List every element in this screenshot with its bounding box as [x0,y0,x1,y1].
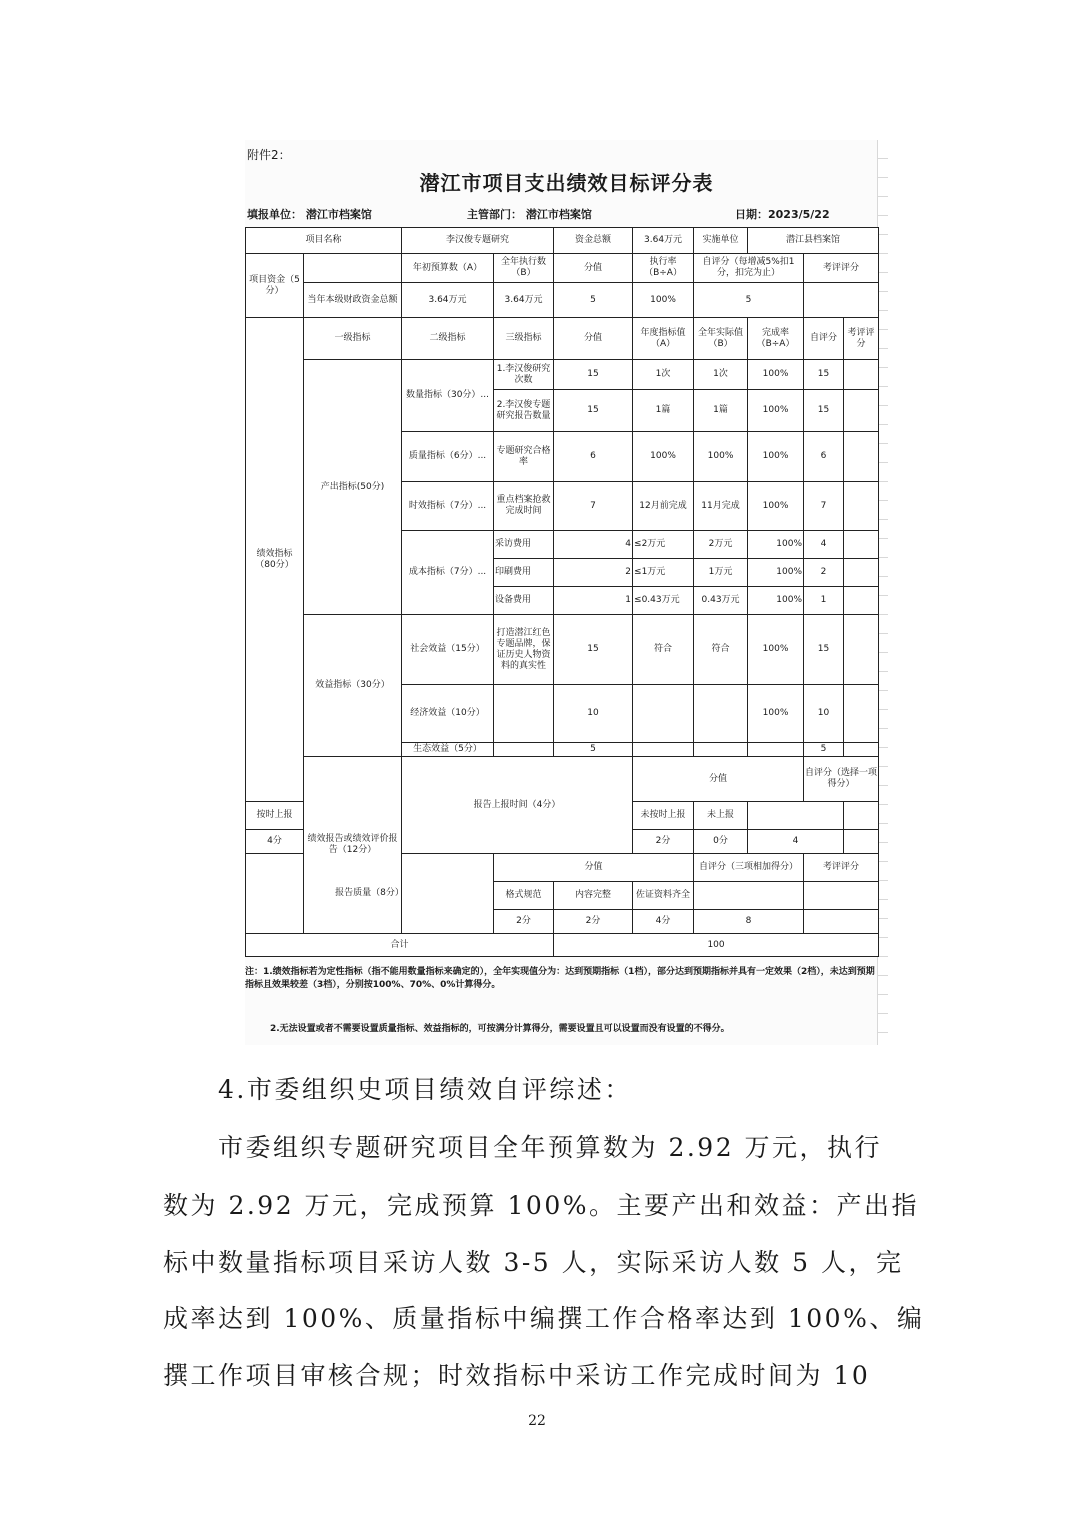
table-cell [844,802,879,830]
table-cell: 三级指标 [494,318,554,360]
table-cell [844,390,879,432]
table-cell [844,531,879,559]
table-cell: 执行率（B÷A） [633,254,694,283]
table-cell: 100% [633,283,694,318]
table-cell: 自评分（三项相加得分） [694,854,804,882]
table-cell: 按时上报 [246,802,304,830]
table-cell: 合计 [246,934,554,957]
table-cell: 10 [554,685,633,743]
table-cell: 10 [804,685,844,743]
table-cell: 7 [804,482,844,531]
table-cell [494,685,554,743]
table-cell: 11月完成 [694,482,748,531]
table-cell: 1次 [633,360,694,390]
table-cell: 项目名称 [246,228,402,254]
table-cell: 100% [748,432,804,482]
table-cell: 项目资金（5分） [246,254,304,318]
table-cell: 全年实际值（B） [694,318,748,360]
table-cell [844,743,879,757]
table-cell: 自评分（每增减5%扣1分，扣完为止） [694,254,804,283]
paragraph-line: 市委组织专题研究项目全年预算数为 2.92 万元，执行 [218,1133,883,1162]
table-cell [844,615,879,685]
table-cell: 分值 [494,854,694,882]
table-cell: 2分 [633,830,694,854]
table-cell: 15 [804,615,844,685]
table-cell: 绩效指标（80分） [246,318,304,802]
table-cell: 自评分 [804,318,844,360]
table-cell: 当年本级财政资金总额 [304,283,402,318]
table-cell: 100% [748,482,804,531]
table-cell [694,743,748,757]
table-cell: 4 [804,531,844,559]
table-cell: 考评评分 [844,318,879,360]
table-cell: 1.李汉俊研究次数 [494,360,554,390]
table-cell: 2分 [494,910,554,934]
table-cell: 100 [554,934,879,957]
table-cell: ≤0.43万元 [633,587,694,615]
table-cell: 100% [748,587,804,615]
table-cell: 7 [554,482,633,531]
table-cell [694,882,804,910]
table-cell: 2 [554,559,633,587]
table-cell: 2.李汉俊专题研究报告数量 [494,390,554,432]
table-cell: 佐证资料齐全 [633,882,694,910]
page-number: 22 [528,1413,546,1429]
table-cell: 3.64万元 [633,228,694,254]
table-row [246,934,879,957]
table-cell: 4分 [246,830,304,854]
table-cell: 打造潜江红色专题品牌，保证历史人物资料的真实性 [494,615,554,685]
table-cell [804,882,879,910]
table-cell: 社会效益（15分） [402,615,494,685]
table-cell [804,283,879,318]
table-cell: 100% [748,360,804,390]
table-cell: ≤1万元 [633,559,694,587]
table-cell: 质量指标（6分）... [402,432,494,482]
table-cell [804,910,879,934]
table-cell: 1次 [694,360,748,390]
table-cell: 考评评分 [804,254,879,283]
paragraph-line: 数为 2.92 万元，完成预算 100%。主要产出和效益：产出指 [163,1191,919,1220]
table-cell: 3.64万元 [402,283,494,318]
table-cell: 数量指标（30分）... [402,360,494,432]
table-row [246,757,879,802]
table-cell: 1 [554,587,633,615]
table-cell: 符合 [694,615,748,685]
table-cell: 1篇 [633,390,694,432]
table-cell: 1篇 [694,390,748,432]
table-cell: 考评评分 [804,854,879,882]
table-cell: 自评分（选择一项得分） [804,757,879,802]
table-cell: 分值 [554,318,633,360]
table-cell: 未上报 [694,802,748,830]
table-cell: 二级指标 [402,318,494,360]
table-cell [844,587,879,615]
table-note-2: 2.无法设置或者不需要设置质量指标、效益指标的，可按满分计算得分，需要设置且可以设置而没有设置的不得分。 [270,1024,730,1034]
table-cell: 重点档案抢救完成时间 [494,482,554,531]
table-cell: 年初预算数（A） [402,254,494,283]
paragraph-line: 标中数量指标项目采访人数 3-5 人，实际采访人数 5 人，完 [163,1248,904,1277]
table-row [246,254,879,283]
table-cell: 格式规范 [494,882,554,910]
table-row [246,360,879,390]
table-cell: 100% [748,531,804,559]
table-cell [844,685,879,743]
table-cell: 15 [554,390,633,432]
table-cell: 100% [633,432,694,482]
table-cell: 设备费用 [494,587,554,615]
table-cell: 15 [554,615,633,685]
table-cell: 4分 [633,910,694,934]
table-row [246,228,879,254]
table-cell: 年度指标值（A） [633,318,694,360]
table-cell: 生态效益（5分） [402,743,494,757]
table-cell: 15 [804,390,844,432]
table-cell: 产出指标(50分) [304,360,402,615]
paragraph-line: 成率达到 100%、质量指标中编撰工作合格率达到 100%、编 [163,1304,925,1333]
table-cell: 0分 [694,830,748,854]
table-cell: 6 [554,432,633,482]
table-cell: 12月前完成 [633,482,694,531]
table-cell: 5 [554,743,633,757]
table-cell: 2分 [554,910,633,934]
table-cell: 专题研究合格率 [494,432,554,482]
table-cell: 5 [694,283,804,318]
table-note-1: 注：1.绩效指标若为定性指标（指不能用数量指标来确定的），全年实现值分为：达到预期指标（1档），部分达到预期指标并具有一定效果（2档），未达到预期指标且效果较差（3档），分别按100%、70%、0%计算得分。 [245,967,875,990]
table-cell: 一级指标 [304,318,402,360]
table-cell: 100% [748,559,804,587]
table-cell [494,743,554,757]
table-cell [633,685,694,743]
table-row [246,615,879,685]
table-cell: 资金总额 [554,228,633,254]
attachment-label: 附件2： [247,148,291,162]
table-cell [633,743,694,757]
table-cell: 时效指标（7分）... [402,482,494,531]
table-cell: 1 [804,587,844,615]
table-cell [844,360,879,390]
table-cell [748,743,804,757]
table-cell: 报告质量（8分） [246,854,494,934]
table-cell: 绩效报告或绩效评价报告（12分） [304,757,402,934]
table-cell: 100% [748,390,804,432]
table-cell: 5 [804,743,844,757]
table-cell: 15 [554,360,633,390]
section-heading: 4.市委组织史项目绩效自评综述： [218,1075,632,1104]
table-row [246,318,879,360]
fill-unit: 填报单位： 潜江市档案馆 [247,208,372,221]
table-cell: 8 [694,910,804,934]
table-cell: 全年执行数（B） [494,254,554,283]
table-cell: 2 [804,559,844,587]
fill-date: 日期：2023/5/22 [735,208,830,221]
table-cell [304,254,402,283]
scanned-score-table-image [245,140,888,1045]
score-table [245,227,879,957]
table-row [246,283,879,318]
table-cell: 报告上报时间（4分） [402,757,633,854]
table-cell: 0.43万元 [694,587,748,615]
table-title: 潜江市项目支出绩效目标评分表 [419,171,714,195]
table-cell: 4 [554,531,633,559]
table-cell: 6 [804,432,844,482]
table-cell [844,830,879,854]
table-cell: 未按时上报 [633,802,694,830]
table-cell [844,432,879,482]
table-cell: 采访费用 [494,531,554,559]
table-cell: 经济效益（10分） [402,685,494,743]
table-cell: 成本指标（7分）... [402,531,494,615]
table-cell: 符合 [633,615,694,685]
table-cell: 印刷费用 [494,559,554,587]
table-cell: 李汉俊专题研究 [402,228,554,254]
table-cell: 1万元 [694,559,748,587]
table-cell: 2万元 [694,531,748,559]
supervising-dept: 主管部门： 潜江市档案馆 [467,208,592,221]
table-cell: 100% [694,432,748,482]
table-cell: 效益指标（30分） [304,615,402,757]
table-cell [844,482,879,531]
table-cell: 5 [554,283,633,318]
table-row [246,854,879,882]
table-cell: 15 [804,360,844,390]
table-cell: 完成率（B÷A） [748,318,804,360]
paragraph-line: 撰工作项目审核合规；时效指标中采访工作完成时间为 10 [163,1361,871,1390]
table-cell: 4 [748,830,844,854]
table-cell: 3.64万元 [494,283,554,318]
table-cell: 分值 [554,254,633,283]
table-cell: 100% [748,615,804,685]
table-cell: 内容完整 [554,882,633,910]
table-cell [748,802,844,830]
table-cell: 实施单位 [694,228,748,254]
table-cell: 分值 [633,757,804,802]
table-cell [694,685,748,743]
table-cell: ≤2万元 [633,531,694,559]
table-cell [844,559,879,587]
table-cell: 潜江县档案馆 [748,228,879,254]
table-cell: 100% [748,685,804,743]
